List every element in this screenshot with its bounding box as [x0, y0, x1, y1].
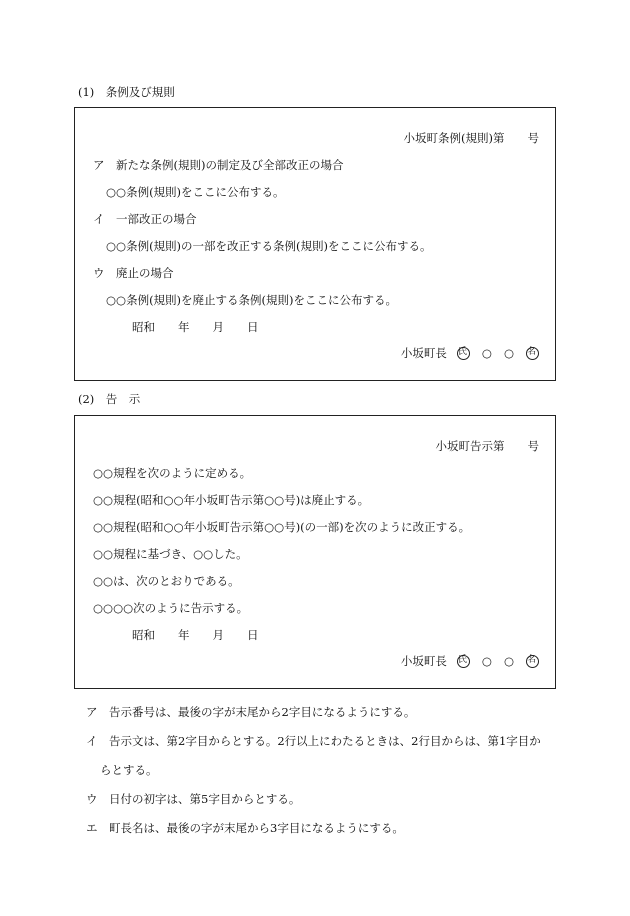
- placeholder-circle: ○: [481, 654, 492, 668]
- placeholder-circle: ○: [503, 654, 514, 668]
- section2-heading: (2) 告 示: [78, 392, 141, 406]
- notice-box: [74, 415, 556, 689]
- placeholder-circle: ○: [481, 346, 492, 360]
- notice-line-3: ○○規程(昭和○○年小坂町告示第○○号)(の一部)を次のように改正する。: [93, 520, 471, 534]
- case-i-title: イ 一部改正の場合: [93, 212, 197, 226]
- case-u-title: ウ 廃止の場合: [93, 266, 174, 280]
- placeholder-circle: ○: [503, 346, 514, 360]
- ordinance-box: [74, 107, 556, 381]
- notice-line-2: ○○規程(昭和○○年小坂町告示第○○号)は廃止する。: [93, 493, 370, 507]
- seal-right: 名: [526, 347, 539, 360]
- note-u: ウ 日付の初字は、第5字目からとする。: [86, 792, 301, 806]
- notice-line-1: ○○規程を次のように定める。: [93, 466, 252, 480]
- mayor-signature: [401, 345, 539, 361]
- notice-line-6: ○○○○次のように告示する。: [93, 601, 249, 615]
- section1-heading: (1) 条例及び規則: [78, 85, 175, 99]
- case-a-title: ア 新たな条例(規則)の制定及び全部改正の場合: [93, 158, 344, 172]
- date-line: 昭和 年 月 日: [132, 628, 259, 642]
- note-i-line2: らとする。: [100, 763, 158, 777]
- note-a: ア 告示番号は、最後の字が末尾から2字目になるようにする。: [86, 705, 416, 719]
- date-line: 昭和 年 月 日: [132, 320, 259, 334]
- case-u-text: ○○条例(規則)を廃止する条例(規則)をここに公布する。: [106, 293, 398, 307]
- seal-left: 氏: [457, 655, 470, 668]
- mayor-title: 小坂町長: [400, 654, 447, 668]
- notice-number-line: 小坂町告示第 号: [435, 439, 539, 453]
- notice-line-5: ○○は、次のとおりである。: [93, 574, 240, 588]
- seal-left: 氏: [457, 347, 470, 360]
- case-a-text: ○○条例(規則)をここに公布する。: [106, 185, 285, 199]
- note-e: エ 町長名は、最後の字が末尾から3字目になるようにする。: [86, 821, 404, 835]
- ordinance-number-line: 小坂町条例(規則)第 号: [403, 131, 539, 145]
- mayor-title: 小坂町長: [400, 346, 447, 360]
- mayor-signature: [401, 653, 539, 669]
- notice-line-4: ○○規程に基づき、○○した。: [93, 547, 248, 561]
- note-i-line1: イ 告示文は、第2字目からとする。2行以上にわたるときは、2行目からは、第1字目か: [86, 734, 541, 748]
- seal-right: 名: [526, 655, 539, 668]
- case-i-text: ○○条例(規則)の一部を改正する条例(規則)をここに公布する。: [106, 239, 432, 253]
